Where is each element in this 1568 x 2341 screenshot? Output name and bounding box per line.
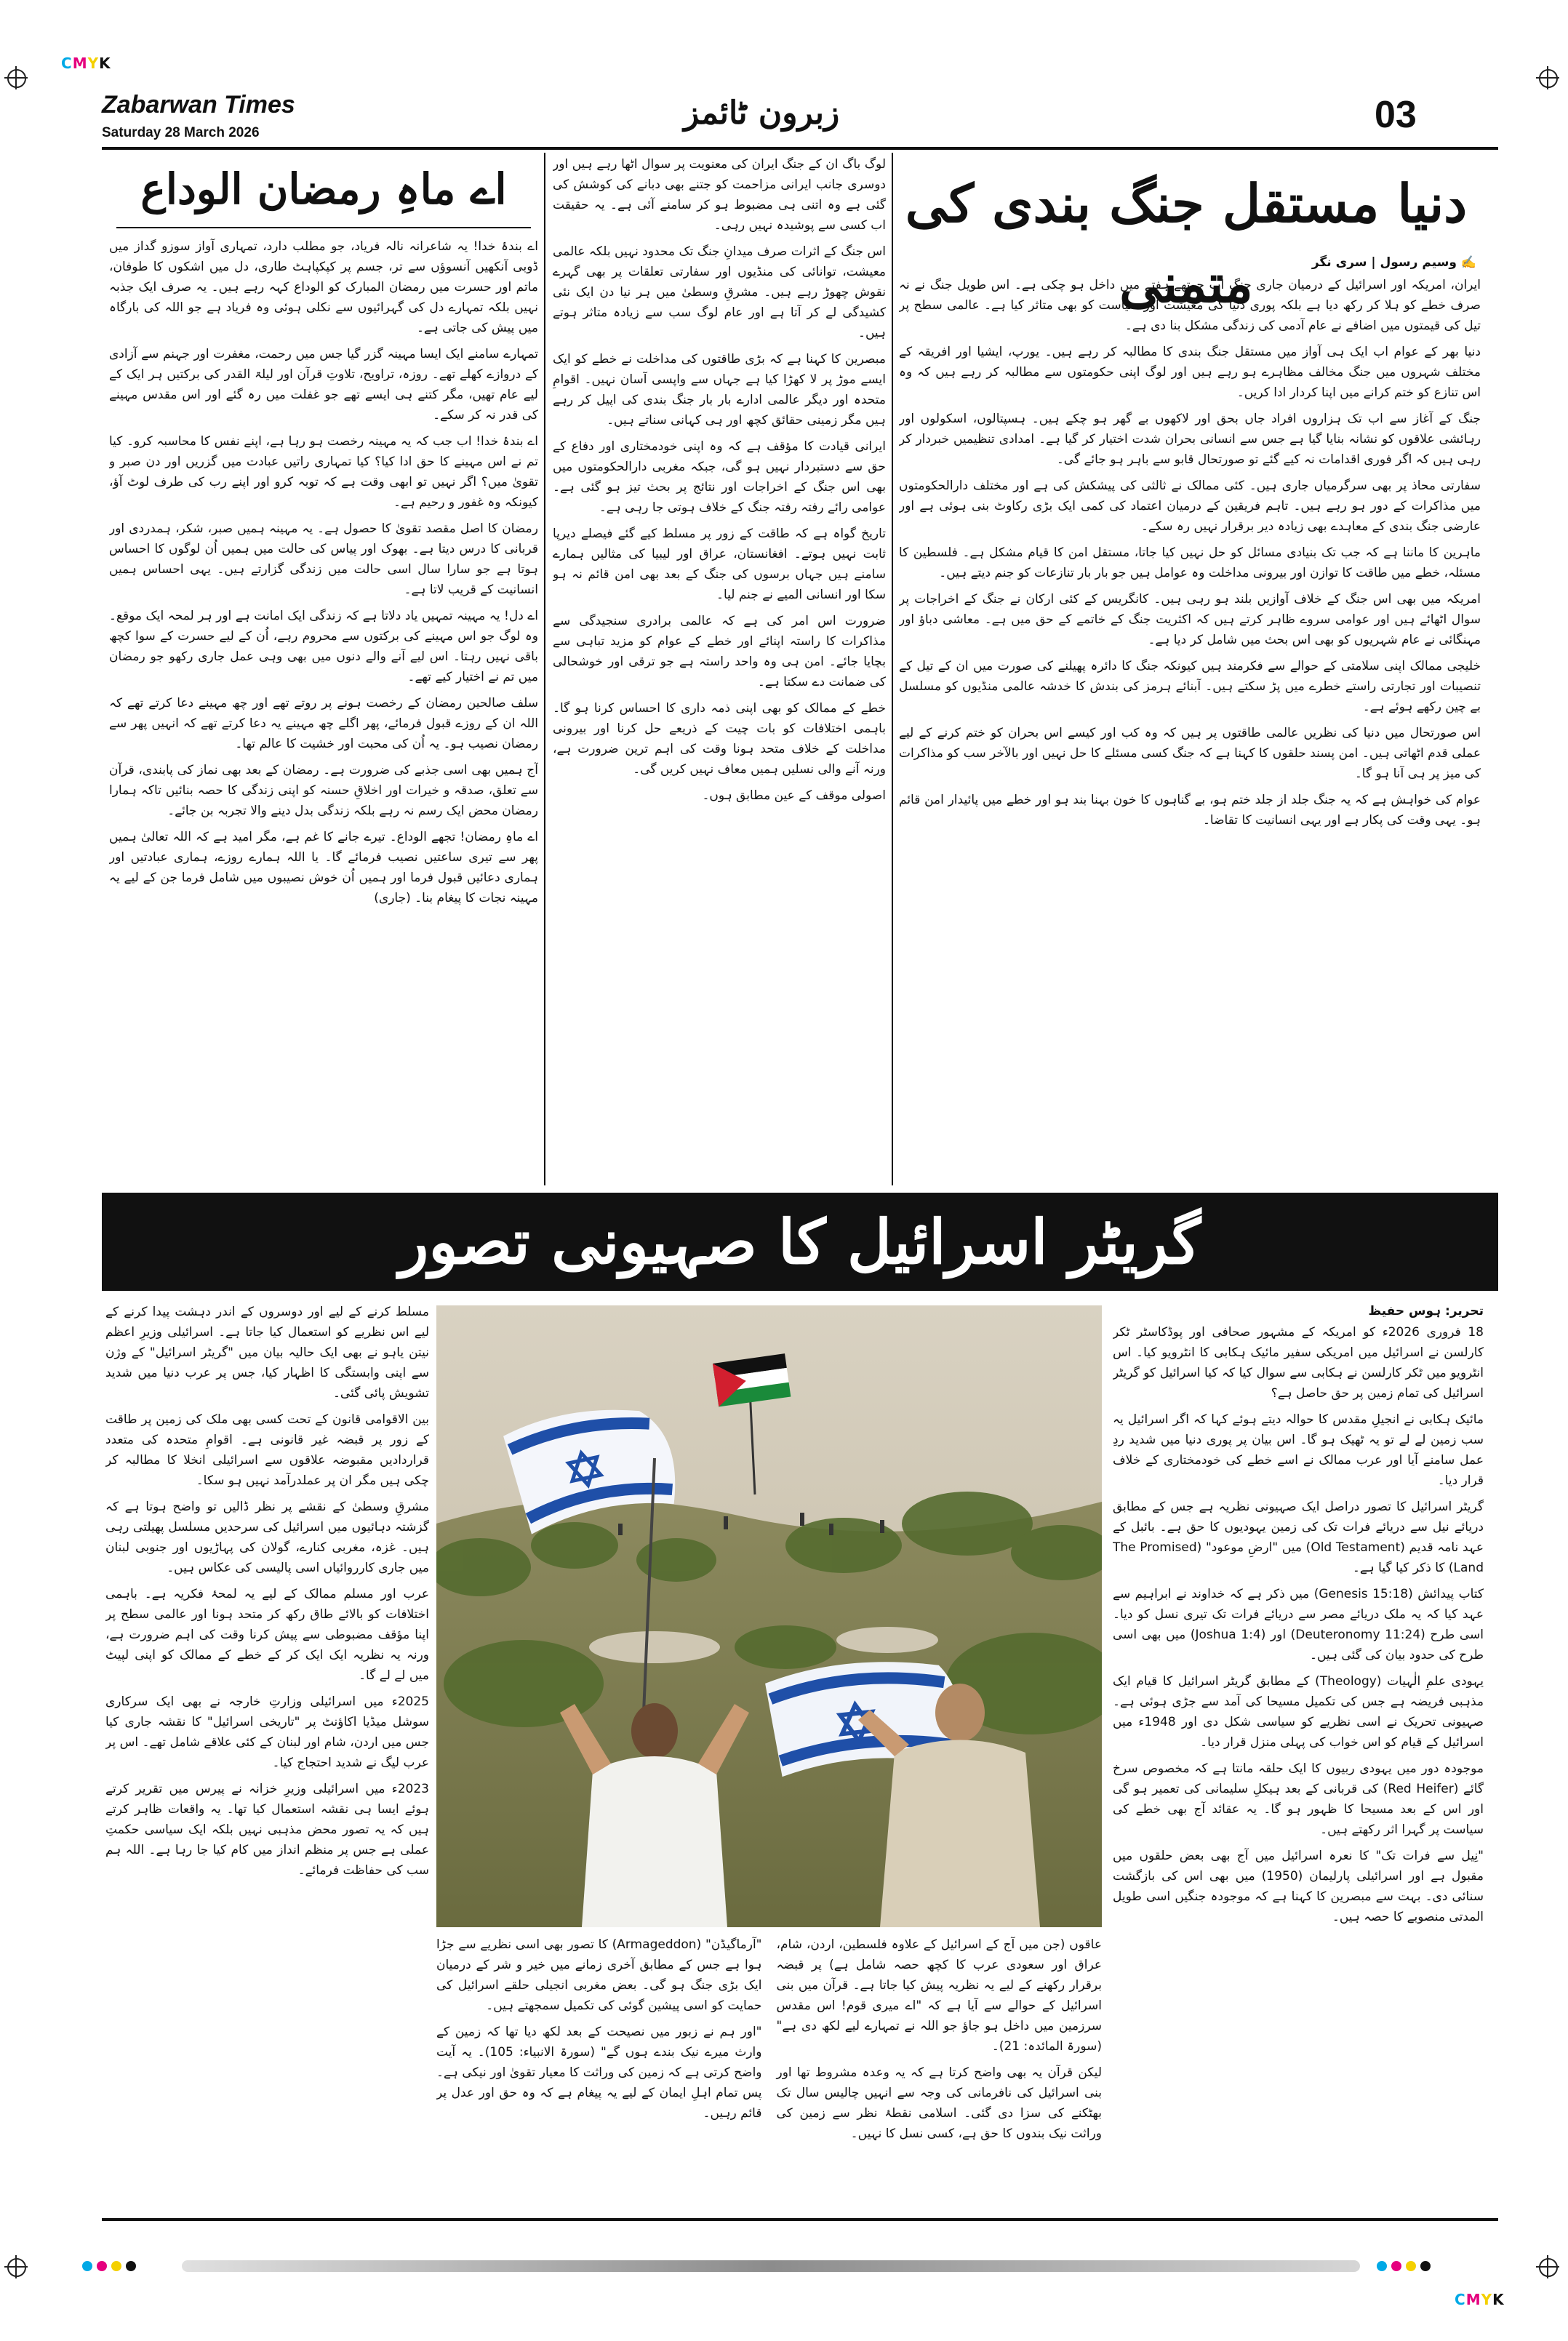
ceasefire-article-body: ایران، امریکہ اور اسرائیل کے درمیان جاری جنگ اب چوتھے ہفتے میں داخل ہو چکی ہے۔ اس طویل جنگ نے نہ صرف خطے کو ہلا کر رکھ دیا ہے بلکہ پوری دنیا کی معیشت اور سیاست کو بھی متاثر کیا ہے۔ عالمی سطح پر تیل کی قیمتوں میں اضافے نے عام آدمی کی زندگی مشکل بنا دی ہے۔ دنیا بھر کے عوام اب ایک ہی آواز میں مستقل جنگ بندی کا مطالبہ کر رہے ہیں۔ یورپ، ایشیا اور افریقہ کے مختلف شہروں میں جنگ مخالف مظاہرے ہو رہے ہیں اور لوگ اپنی حکومتوں سے مطالبہ کر رہے ہیں کہ وہ اس تنازع کو ختم کرانے میں اپنا کردار ادا کریں۔ جنگ کے آغاز سے اب تک ہزاروں افراد جاں بحق اور لاکھوں بے گھر ہو چکے ہیں۔ ہسپتالوں، اسکولوں اور رہائشی علاقوں کو نشانہ بنایا گیا ہے جس سے انسانی بحران شدت اختیار کر گیا ہے۔ امدادی تنظیمیں خبردار کر رہی ہیں کہ اگر فوری اقدامات نہ کیے گئے تو صورتحال قابو سے باہر ہو جائے گی۔ سفارتی محاذ پر بھی سرگرمیاں جاری ہیں۔ کئی ممالک نے ثالثی کی پیشکش کی ہے اور مختلف دارالحکومتوں میں مذاکرات کے دور ہو رہے ہیں۔ تاہم فریقین کے درمیان اعتماد کی کمی ایک بڑی رکاوٹ بنی ہوئی ہے اور عارضی جنگ بندی کے معاہدے بھی زیادہ دیر برقرار نہیں رہ سکے۔ ماہرین کا ماننا ہے کہ جب تک بنیادی مسائل کو حل نہیں کیا جاتا، مستقل امن کا قیام مشکل ہے۔ فلسطین کا مسئلہ، خطے میں طاقت کا توازن اور بیرونی مداخلت وہ عوامل ہیں جو بار بار تنازعات کو جنم دیتے ہیں۔ امریکہ میں بھی اس جنگ کے خلاف آوازیں بلند ہو رہی ہیں۔ کانگریس کے کئی ارکان نے جنگ کے اخراجات پر سوال اٹھائے ہیں اور عوامی سروے ظاہر کرتے ہیں کہ اکثریت جنگ کے خاتمے کے حق میں ہے۔ معاشی دباؤ اور مہنگائی نے عام شہریوں کو بھی اس بحث میں شامل کر دیا ہے۔ خلیجی ممالک اپنی سلامتی کے حوالے سے فکرمند ہیں کیونکہ جنگ کا دائرہ پھیلنے کی صورت میں ان کے تیل کے تنصیبات اور تجارتی راستے خطرے میں پڑ سکتے ہیں۔ آبنائے ہرمز کی بندش کا خدشہ عالمی منڈیوں کو مسلسل بے چین رکھے ہوئے ہے۔ اس صورتحال میں دنیا کی نظریں عالمی طاقتوں پر ہیں کہ وہ کب اور کیسے اس بحران کو ختم کرنے کے لیے عملی قدم اٹھاتی ہیں۔ امن پسند حلقوں کا کہنا ہے کہ جنگ کسی مسئلے کا حل نہیں اور بالآخر سب کو مذاکرات کی میز پر ہی آنا ہو گا۔ عوام کی خواہش ہے کہ یہ جنگ جلد از جلد ختم ہو، بے گناہوں کا خون بہنا بند ہو اور خطے میں پائیدار امن قائم ہو۔ یہی وقت کی پکار ہے اور یہی انسانیت کا تقاضا۔: [899, 278, 1481, 828]
footer-rule: [102, 2218, 1498, 2221]
ramadan-article-body: اے بندۂ خدا! یہ شاعرانہ نالہ فریاد، جو مطلب دارد، تمہاری آواز سوزو گداز میں ڈوبی آنکھیں آنسوؤں سے تر، جسم پر کپکپاہٹ طاری، دل میں اشکوں کا طوفان، ماتم اور حسرت میں رمضان المبارک کو الوداع کہہ رہے ہیں۔ یہ صرف ایک جذبہ نہیں بلکہ تمہارے دل کی گہرائیوں سے نکلی ہوئی وہ فریاد ہے جو اللہ کی بارگاہ میں پیش کی جاتی ہے۔ تمہارے سامنے ایک ایسا مہینہ گزر گیا جس میں رحمت، مغفرت اور جہنم سے آزادی کے دروازے کھلے تھے۔ روزہ، تراویح، تلاوتِ قرآن اور لیلۃ القدر کی برکتیں ہر ایک کے لیے عام تھیں، مگر کتنے ہی ایسے تھے جو غفلت میں رہ گئے اور اس مقدس مہینے کی قدر نہ کر سکے۔ اے بندۂ خدا! اب جب کہ یہ مہینہ رخصت ہو رہا ہے، اپنے نفس کا محاسبہ کرو۔ کیا تم نے اس مہینے کا حق ادا کیا؟ کیا تمہاری راتیں عبادت میں گزریں اور دن صبر و تقویٰ میں؟ اگر نہیں تو ابھی وقت ہے کہ توبہ کرو اور اپنے رب کی طرف لوٹ آؤ، کیونکہ وہ غفور و رحیم ہے۔ رمضان کا اصل مقصد تقویٰ کا حصول ہے۔ یہ مہینہ ہمیں صبر، شکر، ہمدردی اور قربانی کا درس دیتا ہے۔ بھوک اور پیاس کی حالت میں ہمیں اُن لوگوں کا احساس ہوتا ہے جو سارا سال اسی حالت میں زندگی گزارتے ہیں۔ یہی احساس ہمیں انسانیت کے قریب لاتا ہے۔ اے دل! یہ مہینہ تمہیں یاد دلاتا ہے کہ زندگی ایک امانت ہے اور ہر لمحہ ایک موقع۔ وہ لوگ جو اس مہینے کی برکتوں سے محروم رہے، اُن کے لیے حسرت کے سوا کچھ باقی نہیں رہتا۔ اس لیے آنے والے دنوں میں بھی وہی عمل جاری رکھو جو رمضان میں تم نے اختیار کیے تھے۔ سلف صالحین رمضان کے رخصت ہونے پر روتے تھے اور چھ مہینے دعا کرتے تھے کہ اللہ ان کے روزے قبول فرمائے، پھر اگلے چھ مہینے یہ دعا کرتے تھے کہ انہیں پھر سے رمضان نصیب ہو۔ یہ اُن کی محبت اور خشیت کا عالم تھا۔ آج ہمیں بھی اسی جذبے کی ضرورت ہے۔ رمضان کے بعد بھی نماز کی پابندی، قرآن سے تعلق، صدقہ و خیرات اور اخلاقِ حسنہ کو اپنی زندگی کا حصہ بنائیں تاکہ ہمارا رمضان محض ایک رسم نہ رہے بلکہ زندگی بدل دینے والا تجربہ بن جائے۔ اے ماہِ رمضان! تجھے الوداع۔ تیرے جانے کا غم ہے، مگر امید ہے کہ اللہ تعالیٰ ہمیں پھر سے تیری ساعتیں نصیب فرمائے گا۔ یا اللہ ہمارے روزے، ہماری عبادتیں اور ہماری دعائیں قبول فرما اور ہمیں اُن خوش نصیبوں میں شامل فرما جن کے لیے یہ مہینہ نجات کا پیغام بنا۔ (جاری): [109, 239, 538, 905]
ramadan-headline: اے ماہِ رمضان الوداع: [140, 164, 507, 214]
registration-mark-bottom-left: [7, 2258, 26, 2277]
feature-right-column: 18 فروری 2026ء کو امریکہ کے مشہور صحافی اور پوڈکاسٹر ٹکر کارلسن نے اسرائیل میں امریکی سفیر مائیک ہکابی کا انٹرویو کیا۔ اس انٹرویو میں ٹکر کارلسن نے ہکابی سے سوال کیا کہ کیا اسرائیل کو گریٹر اسرائیل کی تمام زمین پر حق حاصل ہے؟ مائیک ہکابی نے انجیلِ مقدس کا حوالہ دیتے ہوئے کہا کہ اگر اسرائیل یہ سب زمین لے لے تو یہ ٹھیک ہو گا۔ اس بیان پر پوری دنیا میں شدید ردِ عمل سامنے آیا اور عرب ممالک نے اسے خطے کی خودمختاری کے خلاف قرار دیا۔ گریٹر اسرائیل کا تصور دراصل ایک صہیونی نظریہ ہے جس کے مطابق دریائے نیل سے دریائے فرات تک کی زمین یہودیوں کا حق ہے۔ بائبل کے عہد نامہ قدیم (Old Testament) میں "ارضِ موعود" (The Promised Land) کا ذکر کیا گیا ہے۔ کتاب پیدائش (Genesis 15:18) میں ذکر ہے کہ خداوند نے ابراہیم سے عہد کیا کہ یہ ملک دریائے مصر سے دریائے فرات تک تیری نسل کو دیا۔ اسی طرح (Deuteronomy 11:24) اور (Joshua 1:4) میں بھی اسی طرح کی حدود بیان کی گئی ہیں۔ یہودی علمِ الٰہیات (Theology) کے مطابق گریٹر اسرائیل کا قیام ایک مذہبی فریضہ ہے جس کی تکمیل مسیحا کی آمد سے جڑی ہوئی ہے۔ صہیونی تحریک نے اسی نظریے کو سیاسی شکل دی اور 1948ء میں اسرائیل کے قیام کو اس خواب کی پہلی منزل قرار دیا۔ موجودہ دور میں یہودی ربیوں کا ایک حلقہ مانتا ہے کہ مخصوص سرخ گائے (Red Heifer) کی قربانی کے بعد ہیکلِ سلیمانی کی تعمیر ہو گی اور اس کے بعد مسیحا کا ظہور ہو گا۔ یہ عقائد آج بھی خطے کی سیاست پر گہرا اثر رکھتے ہیں۔ "نِیل سے فرات تک" کا نعرہ اسرائیل میں آج بھی بعض حلقوں میں مقبول ہے اور اسرائیلی پارلیمان (1950) میں بھی اس کی بازگشت سنائی دی۔ بہت سے مبصرین کا کہنا ہے کہ موجودہ جنگیں اسی طویل المدتی منصوبے کا حصہ ہیں۔: [1113, 1325, 1484, 1924]
column-divider: [544, 153, 545, 1185]
cmyk-mark-top: CMYK: [61, 55, 111, 72]
flags-photo: [436, 1305, 1102, 1927]
masthead-rule: [102, 147, 1498, 150]
ceasefire-headline: دنیا مستقل جنگ بندی کی متمنی: [905, 172, 1468, 314]
middle-article-body: لوگ باگ ان کے جنگ ایران کی معنویت پر سوال اٹھا رہے ہیں اور دوسری جانب ایرانی مزاحمت کو جتنے بھی دبانے کی کوشش کی گئی ہے وہ اتنی ہی مضبوط ہو کر سامنے آئی ہے۔ یہ حقیقت اب کسی سے پوشیدہ نہیں رہی۔ اس جنگ کے اثرات صرف میدانِ جنگ تک محدود نہیں بلکہ عالمی معیشت، توانائی کی منڈیوں اور سفارتی تعلقات پر بھی گہرے نقوش چھوڑ رہے ہیں۔ مشرقِ وسطیٰ میں ہر نیا دن ایک نئی کشیدگی لے کر آتا ہے اور عام لوگ سب سے زیادہ متاثر ہوتے ہیں۔ مبصرین کا کہنا ہے کہ بڑی طاقتوں کی مداخلت نے خطے کو ایک ایسے موڑ پر لا کھڑا کیا ہے جہاں سے واپسی آسان نہیں۔ اقوامِ متحدہ اور دیگر عالمی ادارے بار بار جنگ بندی کی اپیل کر رہے ہیں مگر زمینی حقائق کچھ اور ہی کہانی سناتے ہیں۔ ایرانی قیادت کا مؤقف ہے کہ وہ اپنی خودمختاری اور دفاع کے حق سے دستبردار نہیں ہو گی، جبکہ مغربی دارالحکومتوں میں بھی اس جنگ کے اخراجات اور نتائج پر بحث تیز ہو گئی ہے۔ عوامی رائے رفتہ رفتہ جنگ کے خلاف ہوتی جا رہی ہے۔ تاریخ گواہ ہے کہ طاقت کے زور پر مسلط کیے گئے فیصلے دیرپا ثابت نہیں ہوتے۔ افغانستان، عراق اور لیبیا کی مثالیں ہمارے سامنے ہیں جہاں برسوں کی جنگ کے بعد بھی امن قائم نہ ہو سکا اور انسانی المیے نے جنم لیا۔ ضرورت اس امر کی ہے کہ عالمی برادری سنجیدگی سے مذاکرات کا راستہ اپنائے اور خطے کے عوام کو مزید تباہی سے بچایا جائے۔ امن ہی وہ واحد راستہ ہے جو ترقی اور خوشحالی کی ضمانت دے سکتا ہے۔ خطے کے ممالک کو بھی اپنی ذمہ داری کا احساس کرنا ہو گا۔ باہمی اختلافات کو بات چیت کے ذریعے حل کرنا اور بیرونی مداخلت کے خلاف متحد ہونا وقت کی اہم ترین ضرورت ہے، ورنہ آنے والی نسلیں ہمیں معاف نہیں کریں گی۔ اصولی موقف کے عین مطابق ہوں۔: [553, 157, 886, 803]
grey-scale-bar: [182, 2260, 1360, 2272]
color-dots-bottom-left: [80, 2260, 138, 2274]
color-dots-bottom-right: [1375, 2260, 1433, 2274]
registration-mark-top-left: [7, 69, 26, 88]
brand-english: Zabarwan Times: [102, 91, 295, 119]
feature-banner-title: گریٹر اسرائیل کا صہیونی تصور: [399, 1206, 1201, 1278]
page-number: 03: [1375, 94, 1417, 136]
feature-byline: تحریر: ہوس حفیظ: [1368, 1304, 1484, 1318]
column-divider: [892, 153, 893, 1185]
registration-mark-bottom-right: [1539, 2258, 1558, 2277]
ceasefire-byline: ✍️ وسیم رسول | سری نگر: [1311, 255, 1476, 270]
issue-date: Saturday 28 March 2026: [102, 125, 260, 140]
registration-mark-top-right: [1539, 69, 1558, 88]
feature-left-column: مسلط کرنے کے لیے اور دوسروں کے اندر دہشت پیدا کرنے کے لیے اس نظریے کو استعمال کیا جاتا ہے۔ اسرائیلی وزیرِ اعظم نیتن یاہو نے بھی ایک حالیہ بیان میں "گریٹر اسرائیل" کے وژن سے اپنی وابستگی کا اظہار کیا، جس پر عرب دنیا میں شدید تشویش پائی گئی۔ بین الاقوامی قانون کے تحت کسی بھی ملک کی زمین پر طاقت کے زور پر قبضہ غیر قانونی ہے۔ اقوامِ متحدہ کی متعدد قراردادیں مقبوضہ علاقوں سے اسرائیلی انخلا کا مطالبہ کر چکی ہیں مگر ان پر عملدرآمد نہیں ہو سکا۔ مشرقِ وسطیٰ کے نقشے پر نظر ڈالیں تو واضح ہوتا ہے کہ گزشتہ دہائیوں میں اسرائیل کی سرحدیں مسلسل پھیلتی رہی ہیں۔ غزہ، مغربی کنارے، گولان کی پہاڑیوں اور جنوبی لبنان میں جاری کارروائیاں اسی پالیسی کی عکاس ہیں۔ عرب اور مسلم ممالک کے لیے یہ لمحۂ فکریہ ہے۔ باہمی اختلافات کو بالائے طاق رکھ کر متحد ہونا اور عالمی سطح پر اپنا مؤقف مضبوطی سے پیش کرنا وقت کی اہم ضرورت ہے، ورنہ یہ نظریہ ایک ایک کر کے خطے کے ممالک کو اپنی لپیٹ میں لے لے گا۔ 2025ء میں اسرائیلی وزارتِ خارجہ نے بھی ایک سرکاری سوشل میڈیا اکاؤنٹ پر "تاریخی اسرائیل" کا نقشہ جاری کیا جس میں اردن، شام اور لبنان کے کئی علاقے شامل تھے۔ اس پر عرب لیگ نے شدید احتجاج کیا۔ 2023ء میں اسرائیلی وزیرِ خزانہ نے پیرس میں تقریر کرتے ہوئے ایسا ہی نقشہ استعمال کیا تھا۔ یہ واقعات ظاہر کرتے ہیں کہ یہ تصور محض مذہبی نہیں بلکہ ایک سیاسی حکمتِ عملی ہے جس پر منظم انداز میں کام کیا جا رہا ہے۔ اللہ ہم سب کی حفاظت فرمائے۔: [105, 1305, 429, 1878]
cmyk-mark-bottom: CMYK: [1455, 2291, 1505, 2308]
brand-urdu-logo: زبرون ٹائمز: [684, 95, 840, 132]
headline-underline: [116, 227, 531, 228]
flags-photo-illustration: [436, 1305, 1102, 1927]
feature-banner: [102, 1193, 1498, 1291]
feature-middle-column: عاقوں (جن میں آج کے اسرائیل کے علاوہ فلسطین، اردن، شام، عراق اور سعودی عرب کا کچھ حصہ شامل ہے) پر قبضہ برقرار رکھنے کے لیے یہ نظریہ پیش کیا جاتا ہے۔ قرآن میں بنی اسرائیل کے حوالے سے آیا ہے کہ "اے میری قوم! اس مقدس سرزمین میں داخل ہو جاؤ جو اللہ نے تمہارے لیے لکھ دی ہے" (سورۃ المائدہ: 21)۔ لیکن قرآن یہ بھی واضح کرتا ہے کہ یہ وعدہ مشروط تھا اور بنی اسرائیل کی نافرمانی کی وجہ سے انہیں چالیس سال تک بھٹکنے کی سزا دی گئی۔ اسلامی نقطۂ نظر سے زمین کی وراثت نیک بندوں کا حق ہے، کسی نسل کا نہیں۔ "آرماگیڈن" (Armageddon) کا تصور بھی اسی نظریے سے جڑا ہوا ہے جس کے مطابق آخری زمانے میں خیر و شر کے درمیان ایک بڑی جنگ ہو گی۔ بعض مغربی انجیلی حلقے اسرائیل کی حمایت کو اسی پیشین گوئی کی تکمیل سمجھتے ہیں۔ "اور ہم نے زبور میں نصیحت کے بعد لکھ دیا تھا کہ زمین کے وارث میرے نیک بندے ہوں گے" (سورۃ الانبیاء: 105)۔ یہ آیت واضح کرتی ہے کہ زمین کی وراثت کا معیار تقویٰ اور نیکی ہے۔ پس تمام اہلِ ایمان کے لیے یہ پیغام ہے کہ وہ حق اور عدل پر قائم رہیں۔: [436, 1937, 1102, 2141]
